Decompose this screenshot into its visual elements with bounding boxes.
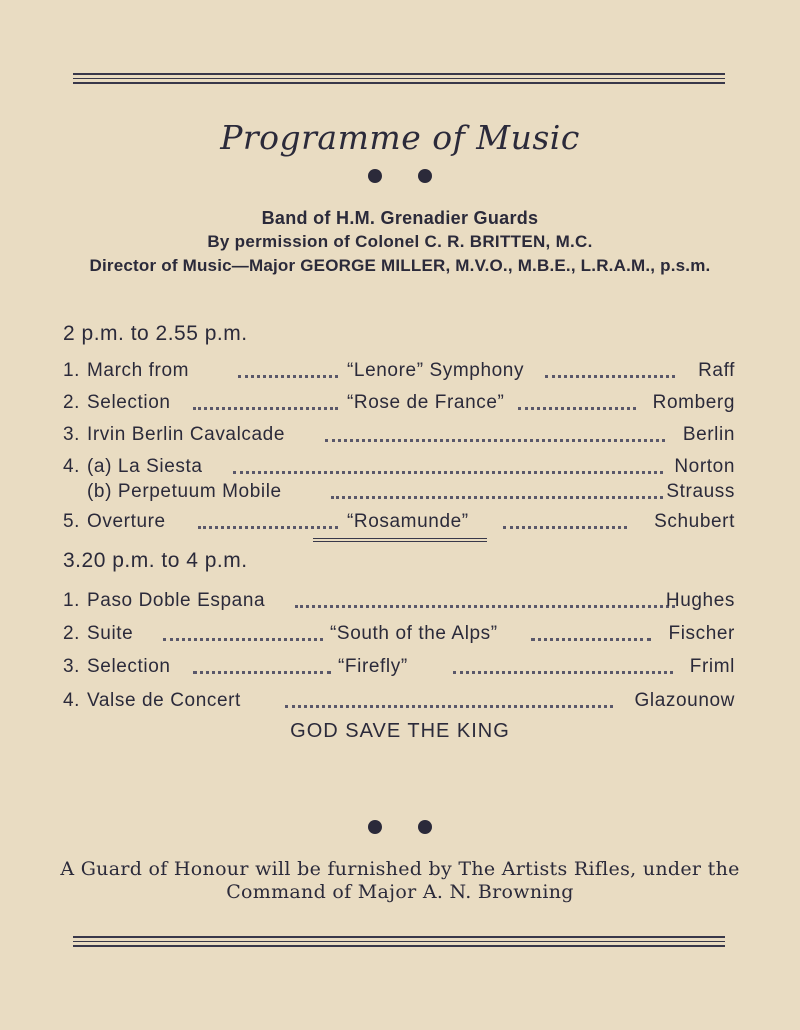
- guard-of-honour-note: A Guard of Honour will be furnished by The Artists Rifles, under the Command of Major A. N. Browning: [60, 858, 740, 903]
- anthem-line: GOD SAVE THE KING: [290, 720, 510, 742]
- permission-line: By permission of Colonel C. R. BRITTEN, M.C.: [207, 232, 593, 251]
- section-divider: [313, 538, 487, 544]
- programme-item: 5. Overture “Rosamunde” Schubert: [63, 511, 735, 532]
- programme-title: Programme of Music: [220, 118, 580, 157]
- programme-item: 2. Suite “South of the Alps” Fischer: [63, 623, 735, 644]
- programme-item: 2. Selection “Rose de France” Romberg: [63, 392, 735, 413]
- programme-item: (b) Perpetuum Mobile Strauss: [87, 481, 735, 502]
- programme-item: 1. March from “Lenore” Symphony Raff: [63, 360, 735, 381]
- session-2-heading: 3.20 p.m. to 4 p.m.: [63, 549, 248, 572]
- programme-item: 3. Selection “Firefly” Friml: [63, 656, 735, 677]
- session-1-heading: 2 p.m. to 2.55 p.m.: [63, 322, 248, 345]
- programme-item: 1. Paso Doble Espana Hughes: [63, 590, 735, 611]
- bottom-double-rule: [73, 936, 725, 950]
- programme-item: 3. Irvin Berlin Cavalcade Berlin: [63, 424, 735, 445]
- programme-item: 4. Valse de Concert Glazounow: [63, 690, 735, 711]
- ornament-dots-bottom: [0, 820, 800, 839]
- ornament-dots-top: [0, 169, 800, 188]
- top-double-rule: [73, 73, 725, 87]
- band-name: Band of H.M. Grenadier Guards: [261, 208, 539, 228]
- director-line: Director of Music—Major GEORGE MILLER, M.V.O., M.B.E., L.R.A.M., p.s.m.: [89, 256, 711, 275]
- programme-item: 4. (a) La Siesta Norton: [63, 456, 735, 477]
